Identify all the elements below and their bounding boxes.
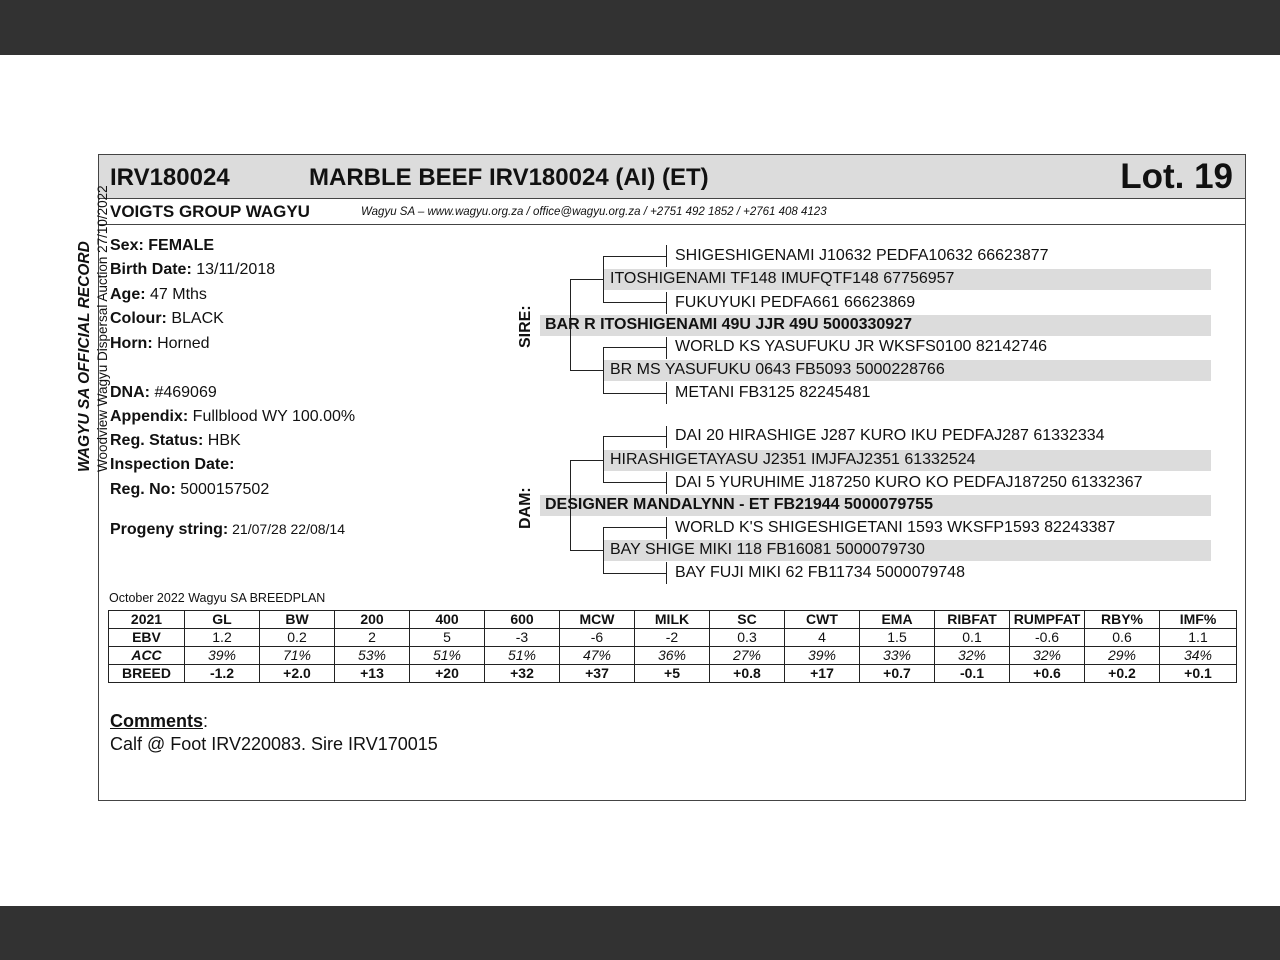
animal-name: MARBLE BEEF IRV180024 (AI) (ET) [309,164,709,191]
comments-colon: : [203,711,209,731]
dam-dam-dam: BAY FUJI MIKI 62 FB11734 5000079748 [675,564,965,581]
breeder-name: VOIGTS GROUP WAGYU [110,202,310,221]
dna-value: #469069 [150,384,217,401]
sire-sire: ITOSHIGENAMI TF148 IMUFQTF148 67756957 [610,270,955,287]
sire-sire-sire: SHIGESHIGENAMI J10632 PEDFA10632 66623877 [675,247,1049,264]
birth-date-row [110,261,275,279]
dam-dam: BAY SHIGE MIKI 118 FB16081 5000079730 [610,541,925,558]
dsd-tick [666,472,667,494]
table-cell: 1.2 [185,629,260,647]
breedplan-title: October 2022 Wagyu SA BREEDPLAN [109,591,326,605]
table-cell: 39% [185,647,260,665]
sex-label: Sex: FEMALE [110,237,215,254]
progeny-row [110,521,345,539]
card-header [99,155,1245,199]
side-caption [76,185,110,472]
dam-sire-bracket-bottom [603,482,667,483]
table-cell: 71% [260,647,335,665]
table-cell: 27% [710,647,785,665]
table-cell: 1.5 [860,629,935,647]
dam-sire: HIRASHIGETAYASU J2351 IMJFAJ2351 61332524 [610,451,976,468]
table-cell: 0.2 [260,629,335,647]
table-header-row [109,611,1237,629]
official-record-label: WAGYU SA OFFICIAL RECORD [76,241,93,472]
comments-text: Calf @ Foot IRV220083. Sire IRV170015 [110,734,438,754]
sex-row [110,237,214,255]
breedplan-table [108,610,1237,683]
table-cell: +37 [560,665,635,683]
table-cell: 0.6 [1085,629,1160,647]
table-cell: 29% [1085,647,1160,665]
table-cell: +0.2 [1085,665,1160,683]
dam-sire-sire: DAI 20 HIRASHIGE J287 KURO IKU PEDFAJ287 61332334 [675,427,1105,444]
dam-dam-bracket-top [603,527,667,528]
table-cell: -1.2 [185,665,260,683]
table-cell: 36% [635,647,710,665]
row-label: BREED [109,665,185,683]
dam-bracket-bottom [570,550,604,551]
appendix-label: Appendix: [110,408,189,425]
sire-name: BAR R ITOSHIGENAMI 49U JJR 49U 5000330927 [545,316,912,333]
age-value: 47 Mths [145,286,207,303]
dam-dam-sire: WORLD K'S SHIGESHIGETANI 1593 WKSFP1593 82243387 [675,519,1116,536]
ddd-tick [666,562,667,584]
dam-bracket-top [570,460,604,461]
colour-label: Colour: [110,310,167,327]
appendix-value: Fullblood WY 100.00% [188,408,356,425]
row-label: EBV [109,629,185,647]
comments-label: Comments [110,711,204,731]
inspection-date-label: Inspection Date: [110,456,235,473]
dam-dam-bracket-bottom [603,573,667,574]
birth-date-label: Birth Date: [110,261,192,278]
sire-dam-sire: WORLD KS YASUFUKU JR WKSFS0100 82142746 [675,338,1047,355]
birth-date-value: 13/11/2018 [191,261,276,278]
table-cell: 1.1 [1160,629,1237,647]
lot-number: Lot. 19 [1120,157,1233,196]
reg-status-label: Reg. Status: [110,432,204,449]
sire-dam-dam: METANI FB3125 82245481 [675,384,871,401]
sire-sire-bracket [603,256,604,303]
dam-sire-dam: DAI 5 YURUHIME J187250 KURO KO PEDFAJ187250 61332367 [675,474,1143,491]
dam-name: DESIGNER MANDALYNN - ET FB21944 5000079755 [545,496,934,513]
header-cell: 200 [335,611,410,629]
table-cell: +0.6 [1010,665,1085,683]
dds-tick [666,517,667,539]
animal-id: IRV180024 [110,164,230,191]
table-cell: 32% [1010,647,1085,665]
table-cell: 0.3 [710,629,785,647]
sire-dam-bracket-top [603,347,667,348]
comments-heading [110,711,208,732]
dss-tick [666,426,667,448]
horn-label: Horn: [110,335,153,352]
table-cell: -0.1 [935,665,1010,683]
colour-row [110,310,224,328]
dam-label: DAM: [517,487,534,529]
header-cell: RIBFAT [935,611,1010,629]
table-cell: 34% [1160,647,1237,665]
header-cell: SC [710,611,785,629]
sds-tick [666,337,667,359]
table-cell: +2.0 [260,665,335,683]
progeny-value: 21/07/28 22/08/14 [228,521,346,537]
header-cell: IMF% [1160,611,1237,629]
header-cell: GL [185,611,260,629]
age-label: Age: [110,286,146,303]
sire-label: SIRE: [517,305,534,348]
horn-value: Horned [152,335,210,352]
table-cell: 32% [935,647,1010,665]
reg-no-label: Reg. No: [110,481,176,498]
header-cell: BW [260,611,335,629]
header-cell: 400 [410,611,485,629]
reg-status-value: HBK [203,432,241,449]
sdd-tick [666,382,667,404]
table-cell: +13 [335,665,410,683]
table-row-acc [109,647,1237,665]
dam-sire-bracket [603,436,604,483]
sire-sire-bracket-top [603,256,667,257]
ssd-tick [666,292,667,314]
table-cell: 5 [410,629,485,647]
dna-row [110,384,217,402]
progeny-label: Progeny string: [110,521,229,538]
sss-tick [666,245,667,267]
colour-value: BLACK [166,310,224,327]
sire-bracket-bottom [570,370,604,371]
sire-sire-dam: FUKUYUKI PEDFA661 66623869 [675,294,916,311]
table-cell: +20 [410,665,485,683]
table-row-breed [109,665,1237,683]
contact-info: Wagyu SA – www.wagyu.org.za / office@wagyu.org.za / +2751 492 1852 / +2761 408 4123 [361,206,827,218]
sire-sire-bracket-bottom [603,302,667,303]
table-cell: 4 [785,629,860,647]
header-cell: 600 [485,611,560,629]
row-label: ACC [109,647,185,665]
header-cell: EMA [860,611,935,629]
header-cell: RUMPFAT [1010,611,1085,629]
sire-dam-bracket [603,347,604,394]
table-cell: 0.1 [935,629,1010,647]
table-cell: 33% [860,647,935,665]
table-cell: +17 [785,665,860,683]
reg-no-row [110,481,269,499]
reg-status-row [110,432,241,450]
dna-label: DNA: [110,384,150,401]
table-cell: 47% [560,647,635,665]
table-cell: +0.1 [1160,665,1237,683]
header-cell: CWT [785,611,860,629]
sire-dam: BR MS YASUFUKU 0643 FB5093 5000228766 [610,361,945,378]
table-cell: 51% [410,647,485,665]
appendix-row [110,408,355,426]
table-cell: +32 [485,665,560,683]
table-cell: +0.8 [710,665,785,683]
header-cell: MILK [635,611,710,629]
breeder-row [99,199,1245,225]
table-cell: -6 [560,629,635,647]
dam-sire-bracket-top [603,436,667,437]
auction-label: Woodview Wagyu Dispersal Auction 27/10/2022 [95,185,110,472]
table-cell: -3 [485,629,560,647]
horn-row [110,335,210,353]
table-cell: 53% [335,647,410,665]
header-cell: MCW [560,611,635,629]
table-cell: -0.6 [1010,629,1085,647]
age-row [110,286,207,304]
inspection-date-row [110,456,234,474]
header-cell: RBY% [1085,611,1160,629]
table-cell: 51% [485,647,560,665]
viewer-bottom-bar [0,906,1280,960]
reg-no-value: 5000157502 [175,481,270,498]
table-cell: +0.7 [860,665,935,683]
dam-dam-bracket [603,527,604,574]
sire-bracket-top [570,279,604,280]
header-cell: 2021 [109,611,185,629]
table-cell: 2 [335,629,410,647]
table-cell: -2 [635,629,710,647]
table-row-ebv [109,629,1237,647]
viewer-top-bar [0,0,1280,55]
sire-dam-bracket-bottom [603,393,667,394]
table-cell: 39% [785,647,860,665]
table-cell: +5 [635,665,710,683]
